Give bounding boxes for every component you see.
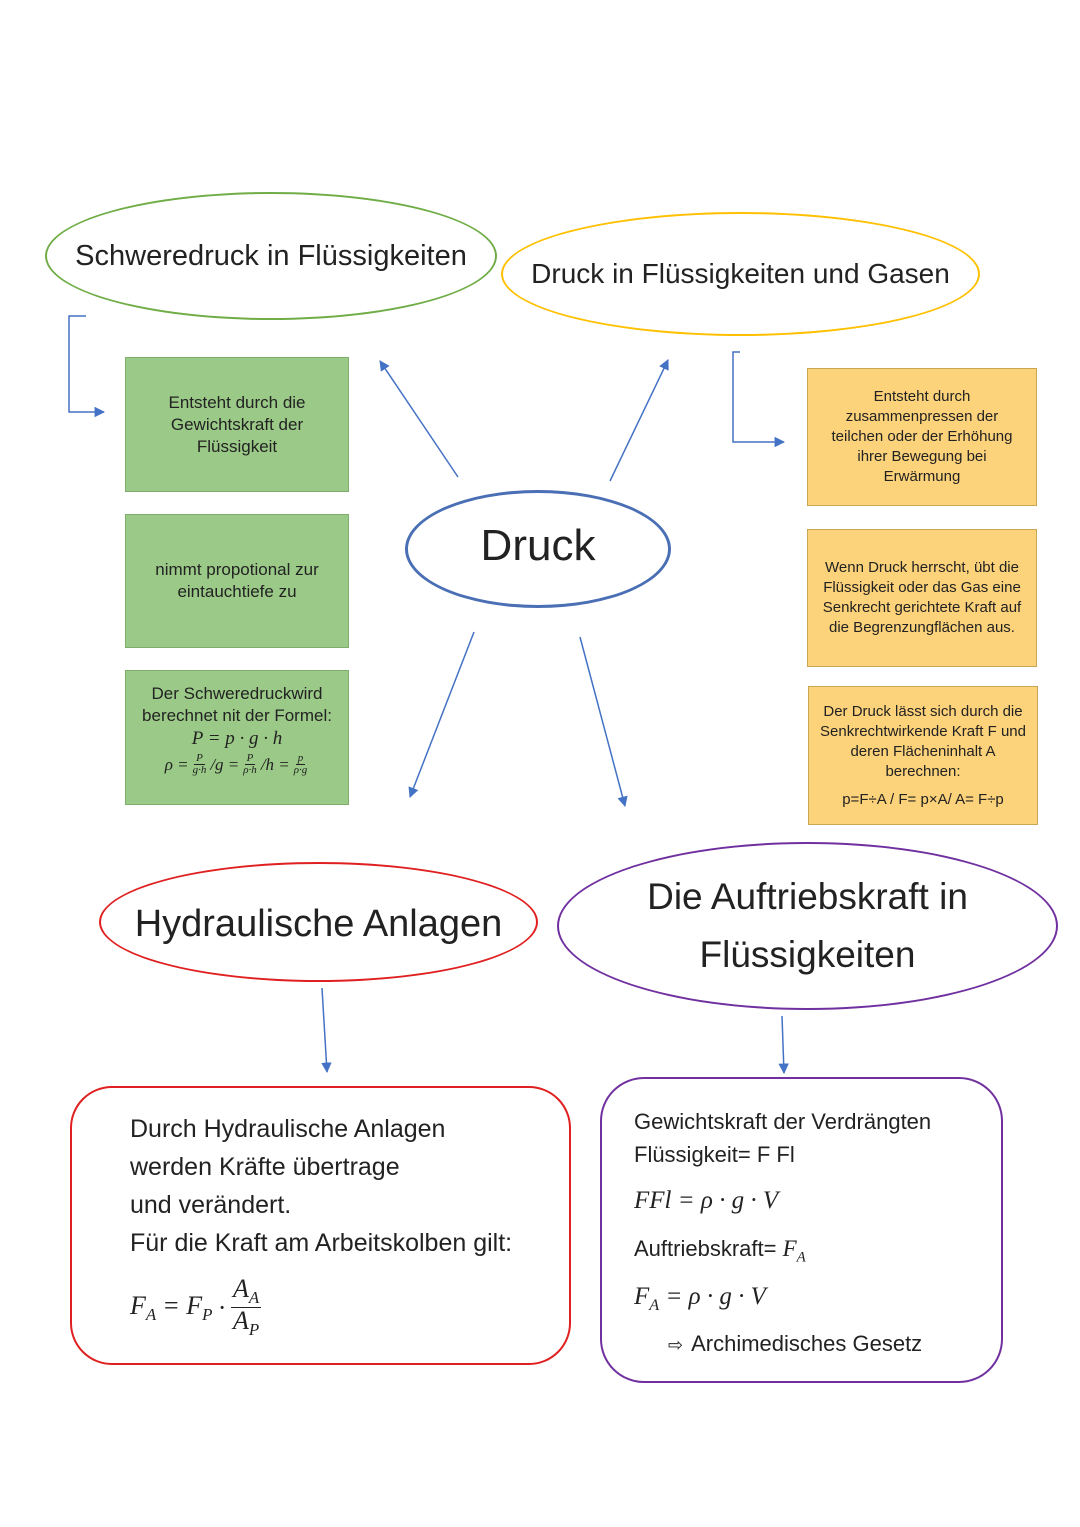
auftrieb-gesetz [668, 1331, 922, 1357]
auftrieb-gesetz-text: Archimedisches Gesetz [691, 1331, 923, 1356]
hydraulik-detail-box [70, 1086, 571, 1365]
auftrieb-detail-box [600, 1077, 1003, 1383]
hydraulik-line-4: Für die Kraft am Arbeitskolben gilt: [130, 1229, 513, 1257]
formula-fp-sub: P [202, 1304, 213, 1324]
auftrieb-line-3 [634, 1236, 806, 1267]
frac-den-sub: P [248, 1320, 260, 1340]
druck-center-node [405, 490, 671, 608]
auftrieb-formula-2-rest: = ρ · g · V [659, 1283, 766, 1310]
schweredruck-box-3-line-1: Der Schweredruckwird [151, 684, 323, 703]
hydraulik-line-3: und verändert. [130, 1191, 292, 1219]
hydraulik-line-1: Durch Hydraulische Anlagen [130, 1115, 446, 1143]
auftrieb-formula-2 [634, 1283, 766, 1315]
arrow-to-schweredruck [380, 361, 458, 477]
arrow-to-auftrieb [580, 637, 625, 806]
auftrieb-formula-1: FFl = ρ · g · V [634, 1187, 779, 1214]
auftrieb-line-3-symbol [782, 1236, 806, 1266]
frac-p-gh [191, 753, 209, 776]
auftrieb-formula-2-sub: A [649, 1296, 660, 1314]
auftrieb-line-3-sub: A [796, 1249, 806, 1266]
frac-p-rhog-num: p [297, 752, 304, 764]
frac-den-a: A [232, 1306, 249, 1336]
frac-num-a: A [232, 1274, 249, 1303]
hydraulik-node [99, 862, 538, 982]
frac-p-rhoh-num: P [246, 752, 254, 764]
fluessig-gase-title: Druck in Flüssigkeiten und Gasen [531, 258, 950, 289]
schweredruck-box-3 [125, 670, 349, 805]
schweredruck-box-1-text: Entsteht durch die Gewichtskraft der Flüssigkeit [168, 392, 306, 456]
bracket-arrow-left [69, 316, 104, 412]
auftrieb-line-3-text: Auftriebskraft= [634, 1236, 783, 1261]
schweredruck-box-2 [125, 514, 349, 648]
schweredruck-box-2-text: nimmt propotional zur eintauchtiefe zu [155, 560, 319, 601]
fluessig-gase-node [501, 212, 980, 336]
auftrieb-node [557, 842, 1058, 1010]
frac-num-sub: A [248, 1288, 260, 1308]
auftrieb-title-line-1: Die Auftriebskraft in [647, 876, 968, 917]
arrow-right-icon: ⇨ [668, 1335, 684, 1355]
hydraulik-formula-fp [162, 1291, 212, 1325]
arrow-to-fluessig-gase [610, 360, 668, 481]
hydraulik-formula [130, 1276, 261, 1339]
fluessig-gase-box-2-text: Wenn Druck herrscht, übt die Flüssigkeit oder das Gas eine Senkrecht gerichtete Kraft auf die Begrenzungflächen aus. [822, 559, 1022, 636]
frac-p-rhoh [241, 753, 259, 776]
fluessig-gase-box-1-text: Entsteht durch zusammenpressen der teilchen oder der Erhöhung ihrer Bewegung bei Erwärmung [831, 388, 1013, 485]
auftrieb-line-3-f: F [782, 1236, 797, 1261]
auftrieb-title-line-2: Flüssigkeiten [699, 934, 916, 975]
fluessig-gase-box-2 [807, 529, 1037, 667]
formula-fa-sub: A [145, 1304, 157, 1324]
hydraulik-line-2: werden Kräfte übertrage [130, 1153, 400, 1181]
auftrieb-formula-2-f: F [634, 1283, 650, 1310]
fluessig-gase-box-1 [807, 368, 1037, 506]
schweredruck-box-1 [125, 357, 349, 492]
auftrieb-line-1: Gewichtskraft der Verdrängten [634, 1109, 932, 1134]
frac-p-gh-den: g·h [192, 764, 207, 776]
formula-h: /h = [260, 754, 290, 774]
auftrieb-text-block [634, 1105, 931, 1171]
hydraulik-formula-lhs [130, 1291, 156, 1325]
frac-p-rhoh-den: ρ·h [243, 764, 257, 776]
frac-p-rhog-den: ρ·g [293, 764, 308, 776]
fluessig-gase-box-3-formula: p=F÷A / F= p×A/ A= F÷p [842, 790, 1004, 808]
schweredruck-title: Schweredruck in Flüssigkeiten [75, 239, 467, 272]
hydraulik-text-block [130, 1110, 512, 1262]
hydraulik-title: Hydraulische Anlagen [134, 902, 503, 945]
formula-dot: · [218, 1292, 225, 1322]
schweredruck-formula-main: P = p · g · h [191, 728, 283, 749]
formula-fp-f: = F [162, 1290, 203, 1320]
auftrieb-line-2: Flüssigkeit= F Fl [634, 1142, 795, 1167]
hydraulik-fraction [231, 1276, 261, 1339]
formula-fa-f: F [130, 1290, 146, 1320]
formula-rho: ρ = [164, 754, 189, 774]
fluessig-gase-box-3-text: Der Druck lässt sich durch die Senkrechtwirkende Kraft F und deren Flächeninhalt A berechnen: [820, 702, 1026, 780]
schweredruck-node [45, 192, 497, 320]
frac-p-gh-num: P [196, 752, 203, 764]
schweredruck-formula-rearranged [165, 753, 310, 776]
schweredruck-box-3-line-2: berechnet nit der Formel: [142, 706, 332, 725]
bracket-arrow-right [733, 352, 784, 442]
formula-g: /g = [210, 754, 240, 774]
arrow-to-hydraulik [410, 632, 474, 797]
arrow-hydraulik-down [322, 988, 327, 1072]
frac-p-rhog [292, 753, 310, 776]
arrow-auftrieb-down [782, 1016, 784, 1073]
hydraulik-fraction-num [231, 1276, 261, 1308]
fluessig-gase-box-3 [808, 686, 1038, 825]
druck-center-label: Druck [480, 521, 596, 570]
hydraulik-fraction-den [231, 1308, 261, 1339]
